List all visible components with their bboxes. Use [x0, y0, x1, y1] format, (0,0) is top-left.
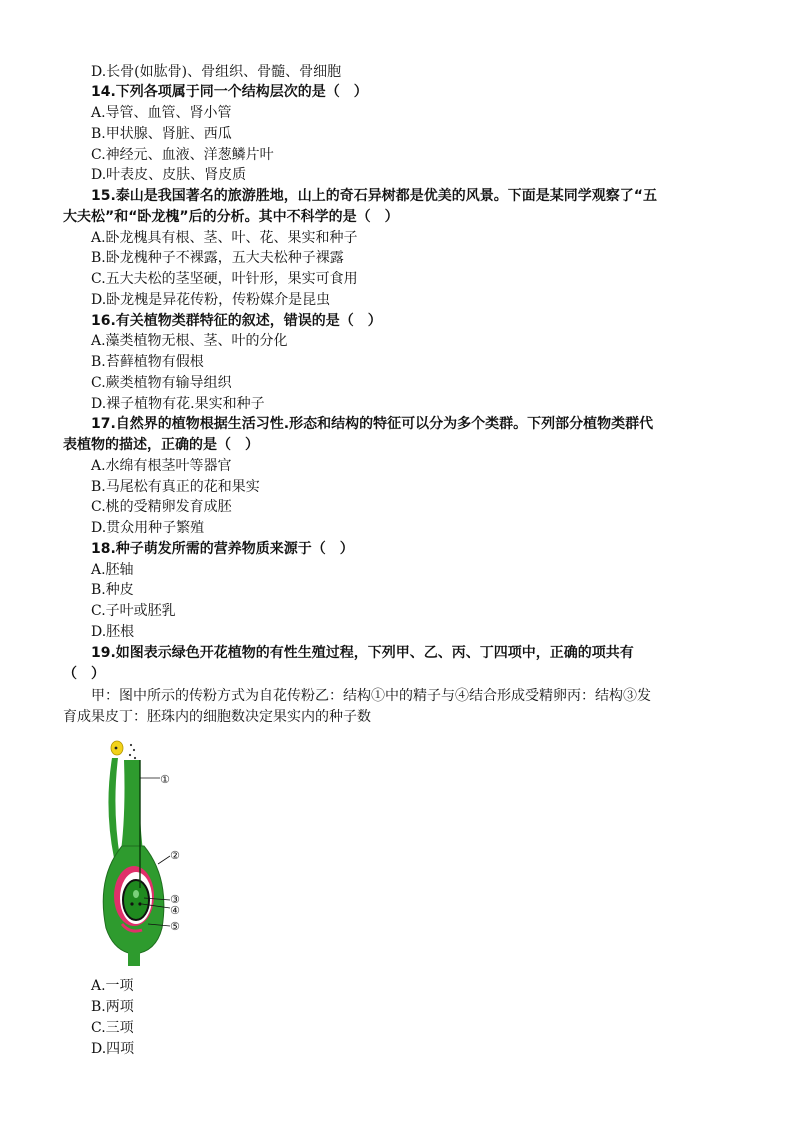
q19-statement-line1: 甲：图中所示的传粉方式为自花传粉乙：结构①中的精子与④结合形成受精卵丙：结构③发: [91, 688, 651, 704]
q17-stem-line1: 17.自然界的植物根据生活习性.形态和结构的特征可以分为多个类群。下列部分植物类群代: [91, 416, 654, 432]
q15-option-b: B.卧龙槐种子不裸露，五大夫松种子裸露: [91, 250, 344, 266]
q15-option-d: D.卧龙槐是异花传粉，传粉媒介是昆虫: [91, 292, 331, 308]
flower-pistil-diagram: [100, 738, 190, 966]
q14-option-a: A.导管、血管、肾小管: [91, 105, 232, 121]
q17-option-c: C.桃的受精卵发育成胚: [91, 499, 232, 515]
q17-option-b: B.马尾松有真正的花和果实: [91, 479, 260, 495]
q18-option-c: C.子叶或胚乳: [91, 603, 176, 619]
q14-stem: 14.下列各项属于同一个结构层次的是（ ）: [91, 84, 368, 100]
diagram-label-2: ②: [170, 849, 180, 862]
q18-option-a: A.胚轴: [91, 562, 134, 578]
q17-option-a: A.水绵有根茎叶等器官: [91, 458, 232, 474]
q18-stem: 18.种子萌发所需的营养物质来源于（ ）: [91, 541, 354, 557]
q18-option-d: D.胚根: [91, 624, 135, 640]
ovule-icon: [123, 880, 149, 920]
q16-option-a: A.藻类植物无根、茎、叶的分化: [91, 333, 288, 349]
diagram-label-1: ①: [160, 773, 170, 786]
q19-statement-line2: 育成果皮丁：胚珠内的细胞数决定果实内的种子数: [63, 709, 371, 725]
q14-option-c: C.神经元、血液、洋葱鳞片叶: [91, 147, 274, 163]
q16-option-c: C.蕨类植物有输导组织: [91, 375, 232, 391]
q15-option-a: A.卧龙槐具有根、茎、叶、花、果实和种子: [91, 230, 358, 246]
q17-stem-line2: 表植物的描述，正确的是（ ）: [63, 437, 259, 453]
q19-option-c: C.三项: [91, 1020, 134, 1036]
q13-option-d: D.长骨(如肱骨)、骨组织、骨髓、骨细胞: [91, 64, 342, 80]
q19-stem-line1: 19.如图表示绿色开花植物的有性生殖过程，下列甲、乙、丙、丁四项中，正确的项共有: [91, 645, 634, 661]
q15-stem-line2: 大夫松”和“卧龙槐”后的分析。其中不科学的是（ ）: [63, 209, 399, 225]
q16-stem: 16.有关植物类群特征的叙述，错误的是（ ）: [91, 313, 382, 329]
q19-option-a: A.一项: [91, 978, 134, 994]
diagram-label-3: ③: [170, 893, 180, 906]
diagram-label-5: ⑤: [170, 920, 180, 933]
q15-stem-line1: 15.泰山是我国著名的旅游胜地，山上的奇石异树都是优美的风景。下面是某同学观察了“五: [91, 188, 657, 204]
q16-option-b: B.苔藓植物有假根: [91, 354, 204, 370]
leaf-icon: [108, 758, 120, 858]
q17-option-d: D.贯众用种子繁殖: [91, 520, 205, 536]
diagram-label-4: ④: [170, 904, 180, 917]
q18-option-b: B.种皮: [91, 582, 134, 598]
q19-option-b: B.两项: [91, 999, 134, 1015]
q19-stem-line2: （ ）: [63, 666, 105, 682]
q14-option-b: B.甲状腺、肾脏、西瓜: [91, 126, 232, 142]
q14-option-d: D.叶表皮、皮肤、肾皮质: [91, 167, 247, 183]
q15-option-c: C.五大夫松的茎坚硬，叶针形，果实可食用: [91, 271, 358, 287]
q19-option-d: D.四项: [91, 1041, 135, 1057]
q16-option-d: D.裸子植物有花.果实和种子: [91, 396, 265, 412]
